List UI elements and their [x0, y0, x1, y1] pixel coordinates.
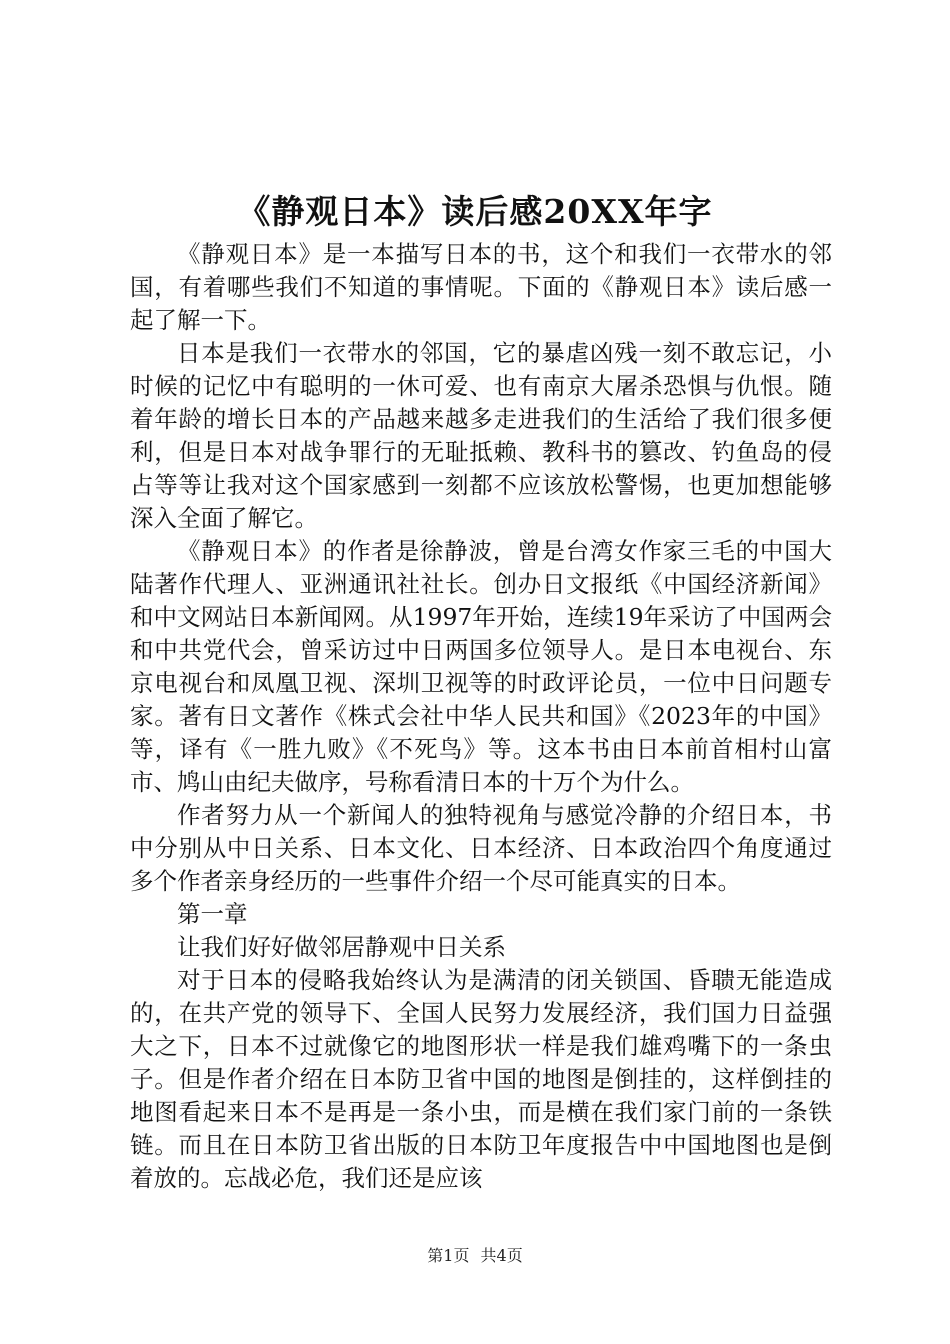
- chapter-heading: 第一章: [177, 900, 248, 928]
- page-total: 共4页: [480, 1246, 523, 1265]
- paragraph-neighbor: 日本是我们一衣带水的邻国，它的暴虐凶残一刻不敢忘记，小时候的记忆中有聪明的一休可爱、也有南京大屠杀恐惧与仇恨。随着年龄的增长日本的产品越来越多走进我们的生活给了我们很多便利，但是日本对战争罪行的无耻抵赖、教科书的篡改、钓鱼岛的侵占等等让我对这个国家感到一刻都不应该放松警惕，也更加想能够深入全面了解它。: [130, 339, 832, 532]
- document-title: 《静观日本》读后感20XX年字: [237, 192, 713, 231]
- paragraph-overview: 作者努力从一个新闻人的独特视角与感觉冷静的介绍日本，书中分别从中日关系、日本文化、日本经济、日本政治四个角度通过多个作者亲身经历的一些事件介绍一个尽可能真实的日本。: [130, 801, 832, 895]
- chapter-subtitle: 让我们好好做邻居静观中日关系: [177, 933, 506, 961]
- paragraph-chapter-one: 对于日本的侵略我始终认为是满清的闭关锁国、昏聩无能造成的，在共产党的领导下、全国人民努力发展经济，我们国力日益强大之下，日本不过就像它的地图形状一样是我们雄鸡嘴下的一条虫子。但是作者介绍在日本防卫省中国的地图是倒挂的，这样倒挂的地图看起来日本不是再是一条小虫，而是横在我们家门前的一条铁链。而且在日本防卫省出版的日本防卫年度报告中中国地图也是倒着放的。忘战必危，我们还是应该: [130, 966, 832, 1192]
- document-body: [130, 238, 832, 1195]
- paragraph-intro: 《静观日本》是一本描写日本的书，这个和我们一衣带水的邻国，有着哪些我们不知道的事情呢。下面的《静观日本》读后感一起了解一下。: [130, 240, 832, 334]
- page-number: 第1页: [427, 1246, 470, 1265]
- paragraph-author: 《静观日本》的作者是徐静波，曾是台湾女作家三毛的中国大陆著作代理人、亚洲通讯社社长。创办日文报纸《中国经济新闻》和中文网站日本新闻网。从1997年开始，连续19年采访了中国两会和中共党代会，曾采访过中日两国多位领导人。是日本电视台、东京电视台和凤凰卫视、深圳卫视等的时政评论员，一位中日问题专家。著有日文著作《株式会社中华人民共和国》《2023年的中国》等，译有《一胜九败》《不死鸟》等。这本书由日本前首相村山富市、鸠山由纪夫做序，号称看清日本的十万个为什么。: [130, 537, 832, 796]
- page-footer: [0, 1243, 950, 1266]
